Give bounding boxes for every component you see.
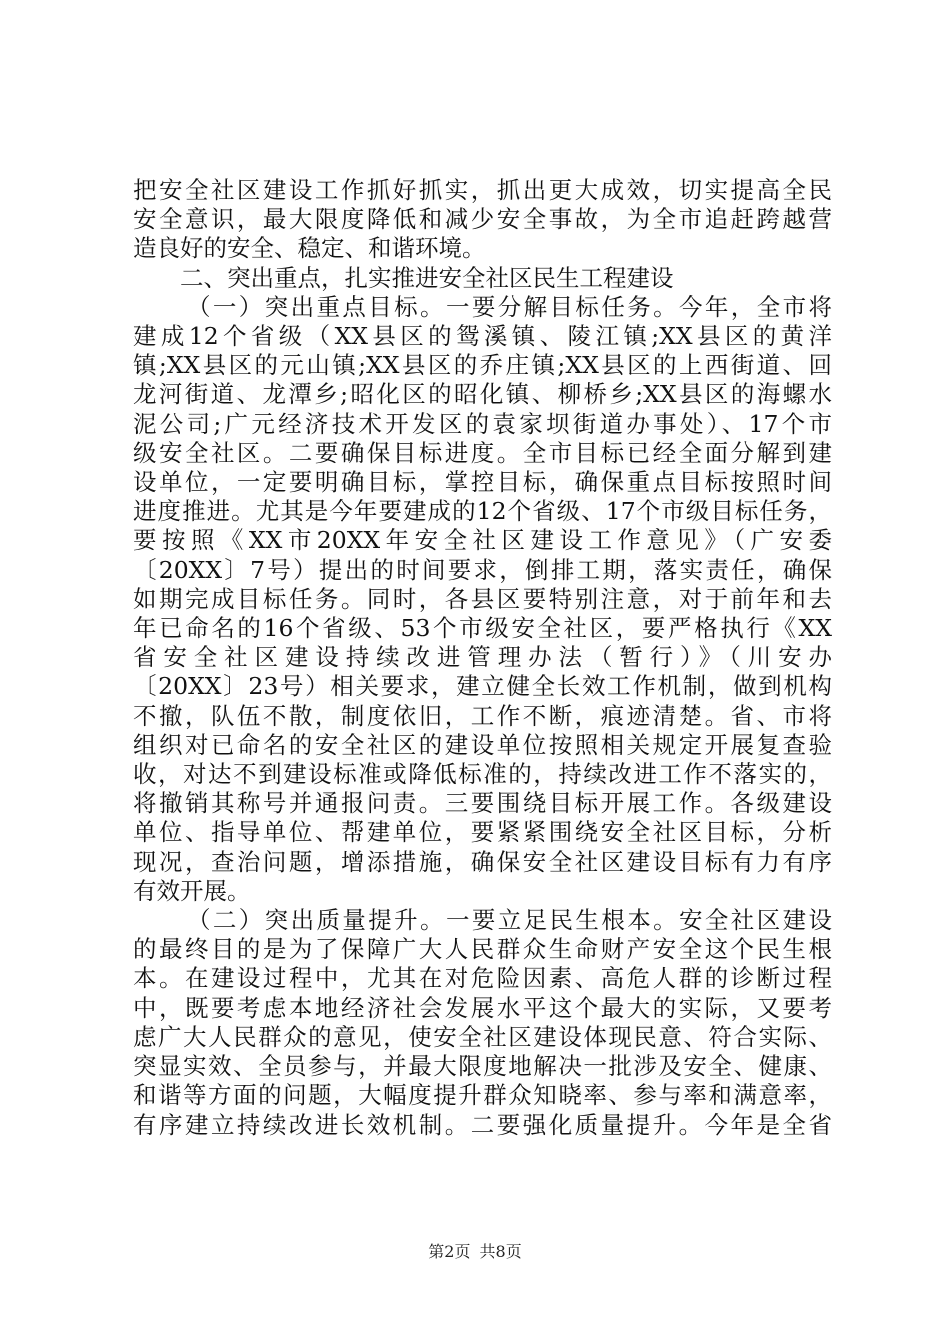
text-line: （一）突出重点目标。一要分解目标任务。今年，全市将	[187, 292, 832, 321]
text-line: 组织对已命名的安全社区的建设单位按照相关规定开展复查验	[133, 730, 832, 759]
text-line: 收，对达不到建设标准或降低标准的，持续改进工作不落实的，	[133, 760, 832, 789]
text-line: 安全意识，最大限度降低和减少安全事故，为全市追赶跨越营	[133, 205, 832, 234]
text-line: 和谐等方面的问题，大幅度提升群众知晓率、参与率和满意率，	[133, 1081, 832, 1110]
text-line: 省安全社区建设持续改进管理办法（暂行）》（川安办	[133, 643, 832, 672]
text-line: 造良好的安全、稳定、和谐环境。	[133, 234, 486, 263]
text-line: 的最终目的是为了保障广大人民群众生命财产安全这个民生根	[133, 935, 832, 964]
text-line: 如期完成目标任务。同时，各县区要特别注意，对于前年和去	[133, 584, 832, 613]
text-line: 虑广大人民群众的意见，使安全社区建设体现民意、符合实际、	[133, 1022, 832, 1051]
page-footer	[0, 1242, 950, 1262]
text-line: 〔20XX〕7号）提出的时间要求，倒排工期，落实责任，确保	[133, 555, 832, 584]
text-line: 有序建立持续改进长效机制。二要强化质量提升。今年是全省	[133, 1110, 832, 1139]
text-line: 现况，查治问题，增添措施，确保安全社区建设目标有力有序	[133, 847, 832, 876]
text-line: 本。在建设过程中，尤其在对危险因素、高危人群的诊断过程	[133, 964, 832, 993]
text-line: （二）突出质量提升。一要立足民生根本。安全社区建设	[187, 906, 832, 935]
document-body	[133, 176, 832, 1140]
text-line: 有效开展。	[133, 876, 251, 905]
text-line: 进度推进。尤其是今年要建成的12个省级、17个市级目标任务，	[133, 497, 832, 526]
text-line: 不撤，队伍不散，制度依旧，工作不断，痕迹清楚。省、市将	[133, 701, 832, 730]
text-line: 建成12个省级（XX县区的鸳溪镇、陵江镇;XX县区的黄洋	[133, 322, 832, 351]
text-line: 单位、指导单位、帮建单位，要紧紧围绕安全社区目标，分析	[133, 818, 832, 847]
page-number: 第2页	[428, 1242, 471, 1261]
page-total: 共8页	[479, 1242, 522, 1261]
text-line: 龙河街道、龙潭乡;昭化区的昭化镇、柳桥乡;XX县区的海螺水	[133, 380, 832, 409]
text-line: 〔20XX〕23号）相关要求，建立健全长效工作机制，做到机构	[133, 672, 832, 701]
text-line: 镇;XX县区的元山镇;XX县区的乔庄镇;XX县区的上西街道、回	[133, 351, 832, 380]
text-line: 把安全社区建设工作抓好抓实，抓出更大成效，切实提高全民	[133, 176, 832, 204]
text-line: 突显实效、全员参与，并最大限度地解决一批涉及安全、健康、	[133, 1052, 832, 1081]
text-line: 要按照《XX市20XX年安全社区建设工作意见》（广安委	[133, 526, 832, 555]
text-line: 将撤销其称号并通报问责。三要围绕目标开展工作。各级建设	[133, 789, 832, 818]
text-line: 级安全社区。二要确保目标进度。全市目标已经全面分解到建	[133, 438, 832, 467]
text-line: 二、突出重点，扎实推进安全社区民生工程建设	[180, 263, 674, 292]
text-line: 中，既要考虑本地经济社会发展水平这个最大的实际，又要考	[133, 993, 832, 1022]
text-line: 泥公司;广元经济技术开发区的袁家坝街道办事处）、17个市	[133, 409, 832, 438]
text-line: 设单位，一定要明确目标，掌控目标，确保重点目标按照时间	[133, 468, 832, 497]
text-line: 年已命名的16个省级、53个市级安全社区，要严格执行《XX	[133, 614, 832, 643]
